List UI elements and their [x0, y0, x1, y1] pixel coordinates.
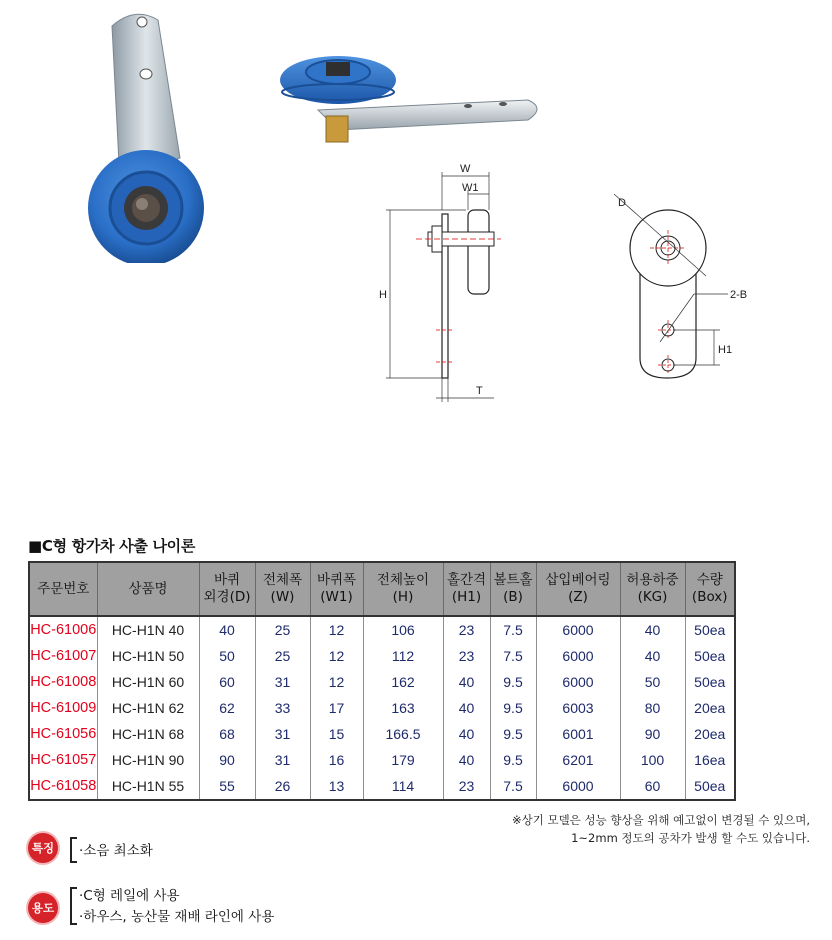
cell-value: 31	[255, 747, 310, 773]
disclaimer-line-1: ※상기 모델은 성능 향상을 위해 예고없이 변경될 수 있으며,	[511, 813, 810, 827]
cell-value: 6000	[536, 669, 620, 695]
table-row	[29, 616, 735, 643]
cell-value: 7.5	[490, 643, 536, 669]
cell-product-name: HC-H1N 90	[97, 747, 199, 773]
cell-value: 15	[310, 721, 363, 747]
header-wheel-diameter: 바퀴 외경(D)	[199, 562, 255, 616]
cell-value: 17	[310, 695, 363, 721]
bracket-icon	[70, 837, 77, 863]
usage-item: ·C형 레일에 사용	[79, 888, 180, 904]
header-load: 허용하중 (KG)	[620, 562, 685, 616]
cell-value: 40	[443, 695, 490, 721]
cell-value: 40	[199, 616, 255, 643]
cell-value: 90	[199, 747, 255, 773]
header-order-no: 주문번호	[29, 562, 97, 616]
cell-value: 23	[443, 773, 490, 800]
cell-value: 114	[363, 773, 443, 800]
cell-product-name: HC-H1N 62	[97, 695, 199, 721]
cell-order-no: HC-61007	[29, 643, 97, 669]
cell-value: 80	[620, 695, 685, 721]
usage-badge: 용도	[28, 893, 58, 923]
cell-value: 7.5	[490, 616, 536, 643]
product-photo-horizontal	[278, 50, 548, 150]
label-h1: H1	[718, 344, 733, 356]
cell-value: 60	[199, 669, 255, 695]
cell-value: 31	[255, 669, 310, 695]
cell-value: 50ea	[685, 616, 735, 643]
cell-value: 40	[620, 616, 685, 643]
cell-product-name: HC-H1N 40	[97, 616, 199, 643]
cell-value: 12	[310, 669, 363, 695]
cell-product-name: HC-H1N 50	[97, 643, 199, 669]
table-row	[29, 721, 735, 747]
cell-value: 50ea	[685, 669, 735, 695]
bracket-icon	[70, 887, 77, 925]
cell-value: 33	[255, 695, 310, 721]
cell-order-no: HC-61008	[29, 669, 97, 695]
cell-order-no: HC-61009	[29, 695, 97, 721]
table-row	[29, 747, 735, 773]
cell-value: 90	[620, 721, 685, 747]
table-header-row	[29, 562, 735, 616]
cell-value: 162	[363, 669, 443, 695]
header-product-name: 상품명	[97, 562, 199, 616]
header-total-width: 전체폭 (W)	[255, 562, 310, 616]
cell-value: 7.5	[490, 773, 536, 800]
cell-order-no: HC-61057	[29, 747, 97, 773]
cell-value: 6000	[536, 773, 620, 800]
table-title: ■C형 항가차 사출 나이론	[28, 537, 196, 555]
cell-value: 25	[255, 616, 310, 643]
disclaimer-line-2: 1~2mm 정도의 공차가 발생 할 수도 있습니다.	[571, 831, 810, 845]
cell-value: 40	[620, 643, 685, 669]
cell-value: 55	[199, 773, 255, 800]
cell-value: 12	[310, 616, 363, 643]
cell-value: 179	[363, 747, 443, 773]
cell-value: 23	[443, 643, 490, 669]
label-t: T	[476, 385, 483, 397]
header-quantity: 수량 (Box)	[685, 562, 735, 616]
cell-order-no: HC-61056	[29, 721, 97, 747]
label-h: H	[379, 289, 387, 301]
header-hole-spacing: 홀간격 (H1)	[443, 562, 490, 616]
cell-order-no: HC-61058	[29, 773, 97, 800]
product-photo-vertical	[80, 8, 210, 263]
cell-value: 6001	[536, 721, 620, 747]
cell-value: 50	[620, 669, 685, 695]
feature-item: ·소음 최소화	[79, 843, 153, 859]
label-d: D	[618, 197, 626, 209]
cell-value: 9.5	[490, 747, 536, 773]
cell-value: 6201	[536, 747, 620, 773]
cell-value: 13	[310, 773, 363, 800]
feature-badge: 특징	[28, 833, 58, 863]
front-view-drawing	[610, 190, 760, 390]
cell-value: 60	[620, 773, 685, 800]
cell-value: 6003	[536, 695, 620, 721]
header-bearing: 삽입베어링 (Z)	[536, 562, 620, 616]
usage-item: ·하우스, 농산물 재배 라인에 사용	[79, 909, 275, 925]
cell-value: 16	[310, 747, 363, 773]
cell-value: 12	[310, 643, 363, 669]
cell-value: 6000	[536, 616, 620, 643]
label-w: W	[460, 163, 471, 175]
cell-value: 100	[620, 747, 685, 773]
cell-value: 25	[255, 643, 310, 669]
cell-value: 16ea	[685, 747, 735, 773]
spec-table	[28, 561, 736, 801]
cell-value: 6000	[536, 643, 620, 669]
cell-value: 112	[363, 643, 443, 669]
cell-value: 163	[363, 695, 443, 721]
cell-product-name: HC-H1N 68	[97, 721, 199, 747]
cell-value: 50	[199, 643, 255, 669]
cell-value: 106	[363, 616, 443, 643]
cell-value: 62	[199, 695, 255, 721]
cell-product-name: HC-H1N 55	[97, 773, 199, 800]
cell-value: 23	[443, 616, 490, 643]
cell-value: 9.5	[490, 695, 536, 721]
label-w1: W1	[462, 182, 479, 194]
cell-value: 20ea	[685, 721, 735, 747]
table-row	[29, 695, 735, 721]
cell-value: 50ea	[685, 643, 735, 669]
cell-value: 9.5	[490, 721, 536, 747]
table-row	[29, 643, 735, 669]
cell-value: 9.5	[490, 669, 536, 695]
cell-value: 20ea	[685, 695, 735, 721]
table-row	[29, 773, 735, 800]
header-total-height: 전체높이 (H)	[363, 562, 443, 616]
header-bolt-hole: 볼트홀 (B)	[490, 562, 536, 616]
cell-value: 40	[443, 669, 490, 695]
cell-value: 40	[443, 721, 490, 747]
cell-value: 40	[443, 747, 490, 773]
cell-value: 31	[255, 721, 310, 747]
side-view-drawing	[376, 160, 506, 410]
label-2b: 2-B	[730, 289, 748, 301]
cell-value: 50ea	[685, 773, 735, 800]
cell-value: 68	[199, 721, 255, 747]
cell-value: 166.5	[363, 721, 443, 747]
table-row	[29, 669, 735, 695]
cell-order-no: HC-61006	[29, 616, 97, 643]
cell-value: 26	[255, 773, 310, 800]
cell-product-name: HC-H1N 60	[97, 669, 199, 695]
header-wheel-width: 바퀴폭 (W1)	[310, 562, 363, 616]
